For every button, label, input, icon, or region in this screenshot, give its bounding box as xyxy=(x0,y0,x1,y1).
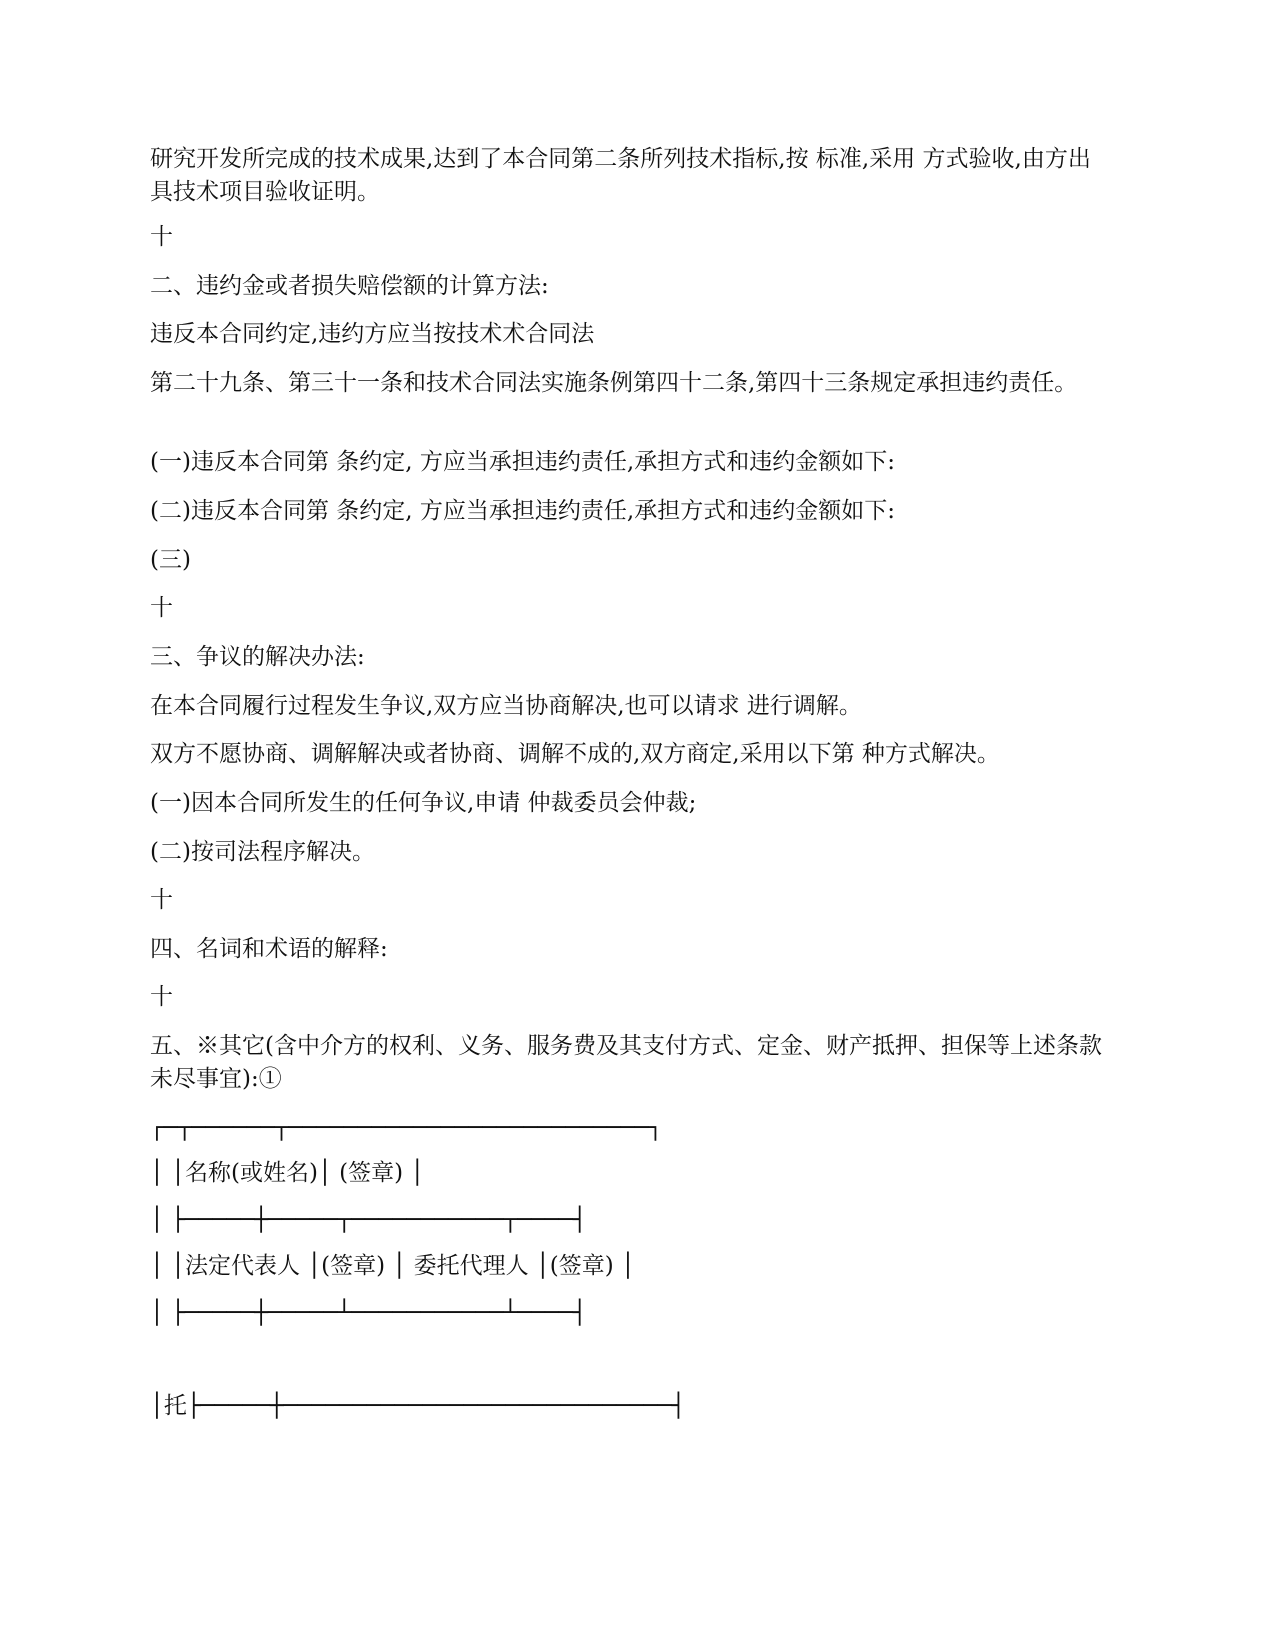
list-item-penalty-1: (一)违反本合同第 条约定, 方应当承担违约责任,承担方式和违约金额如下: xyxy=(150,449,895,475)
signature-table-row-name: │ │名称(或姓名)│ (签章) │ xyxy=(150,1160,425,1186)
paragraph-acceptance: 研究开发所完成的技术成果,达到了本合同第二条所列技术指标,按 标准,采用 方式验收,由方出具技术项目验收证明。 xyxy=(150,146,1091,205)
list-item-arbitration: (一)因本合同所发生的任何争议,申请 仲裁委员会仲裁; xyxy=(150,790,697,816)
signature-table-row-representative: │ │法定代表人 │(签章) │ 委托代理人 │(签章) │ xyxy=(150,1253,635,1279)
list-item-penalty-3: (三) xyxy=(150,547,191,573)
article-marker: 十 xyxy=(150,887,173,913)
document-page xyxy=(150,0,1110,1650)
section-heading-penalty: 二、违约金或者损失赔偿额的计算方法: xyxy=(150,273,549,299)
section-heading-other: 五、※其它(含中介方的权利、义务、服务费及其支付方式、定金、财产抵押、担保等上述条款未尽事宜):① xyxy=(150,1033,1102,1092)
list-item-judicial: (二)按司法程序解决。 xyxy=(150,839,375,865)
list-item-penalty-2: (二)违反本合同第 条约定, 方应当承担违约责任,承担方式和违约金额如下: xyxy=(150,498,895,524)
paragraph-penalty-articles: 第二十九条、第三十一条和技术合同法实施条例第四十二条,第四十三条规定承担违约责任。 xyxy=(150,370,1078,396)
signature-table-row-client: │托├─────┼────────────────────────────┤ xyxy=(150,1393,686,1419)
paragraph-penalty-law: 违反本合同约定,违约方应当按技术术合同法 xyxy=(150,321,595,347)
section-heading-dispute: 三、争议的解决办法: xyxy=(150,644,365,670)
signature-table-divider: │ ├─────┼─────┴───────────┴────┤ xyxy=(150,1300,587,1326)
signature-table-divider: │ ├─────┼─────┬───────────┬────┤ xyxy=(150,1207,587,1233)
article-marker: 十 xyxy=(150,224,173,250)
article-marker: 十 xyxy=(150,984,173,1010)
paragraph-dispute-mediation: 在本合同履行过程发生争议,双方应当协商解决,也可以请求 进行调解。 xyxy=(150,693,862,719)
signature-table-border-top: ┌─┬──────┬──────────────────────────┐ xyxy=(150,1115,663,1141)
section-heading-terms: 四、名词和术语的解释: xyxy=(150,936,388,962)
paragraph-dispute-method: 双方不愿协商、调解解决或者协商、调解不成的,双方商定,采用以下第 种方式解决。 xyxy=(150,741,1000,767)
article-marker: 十 xyxy=(150,595,173,621)
